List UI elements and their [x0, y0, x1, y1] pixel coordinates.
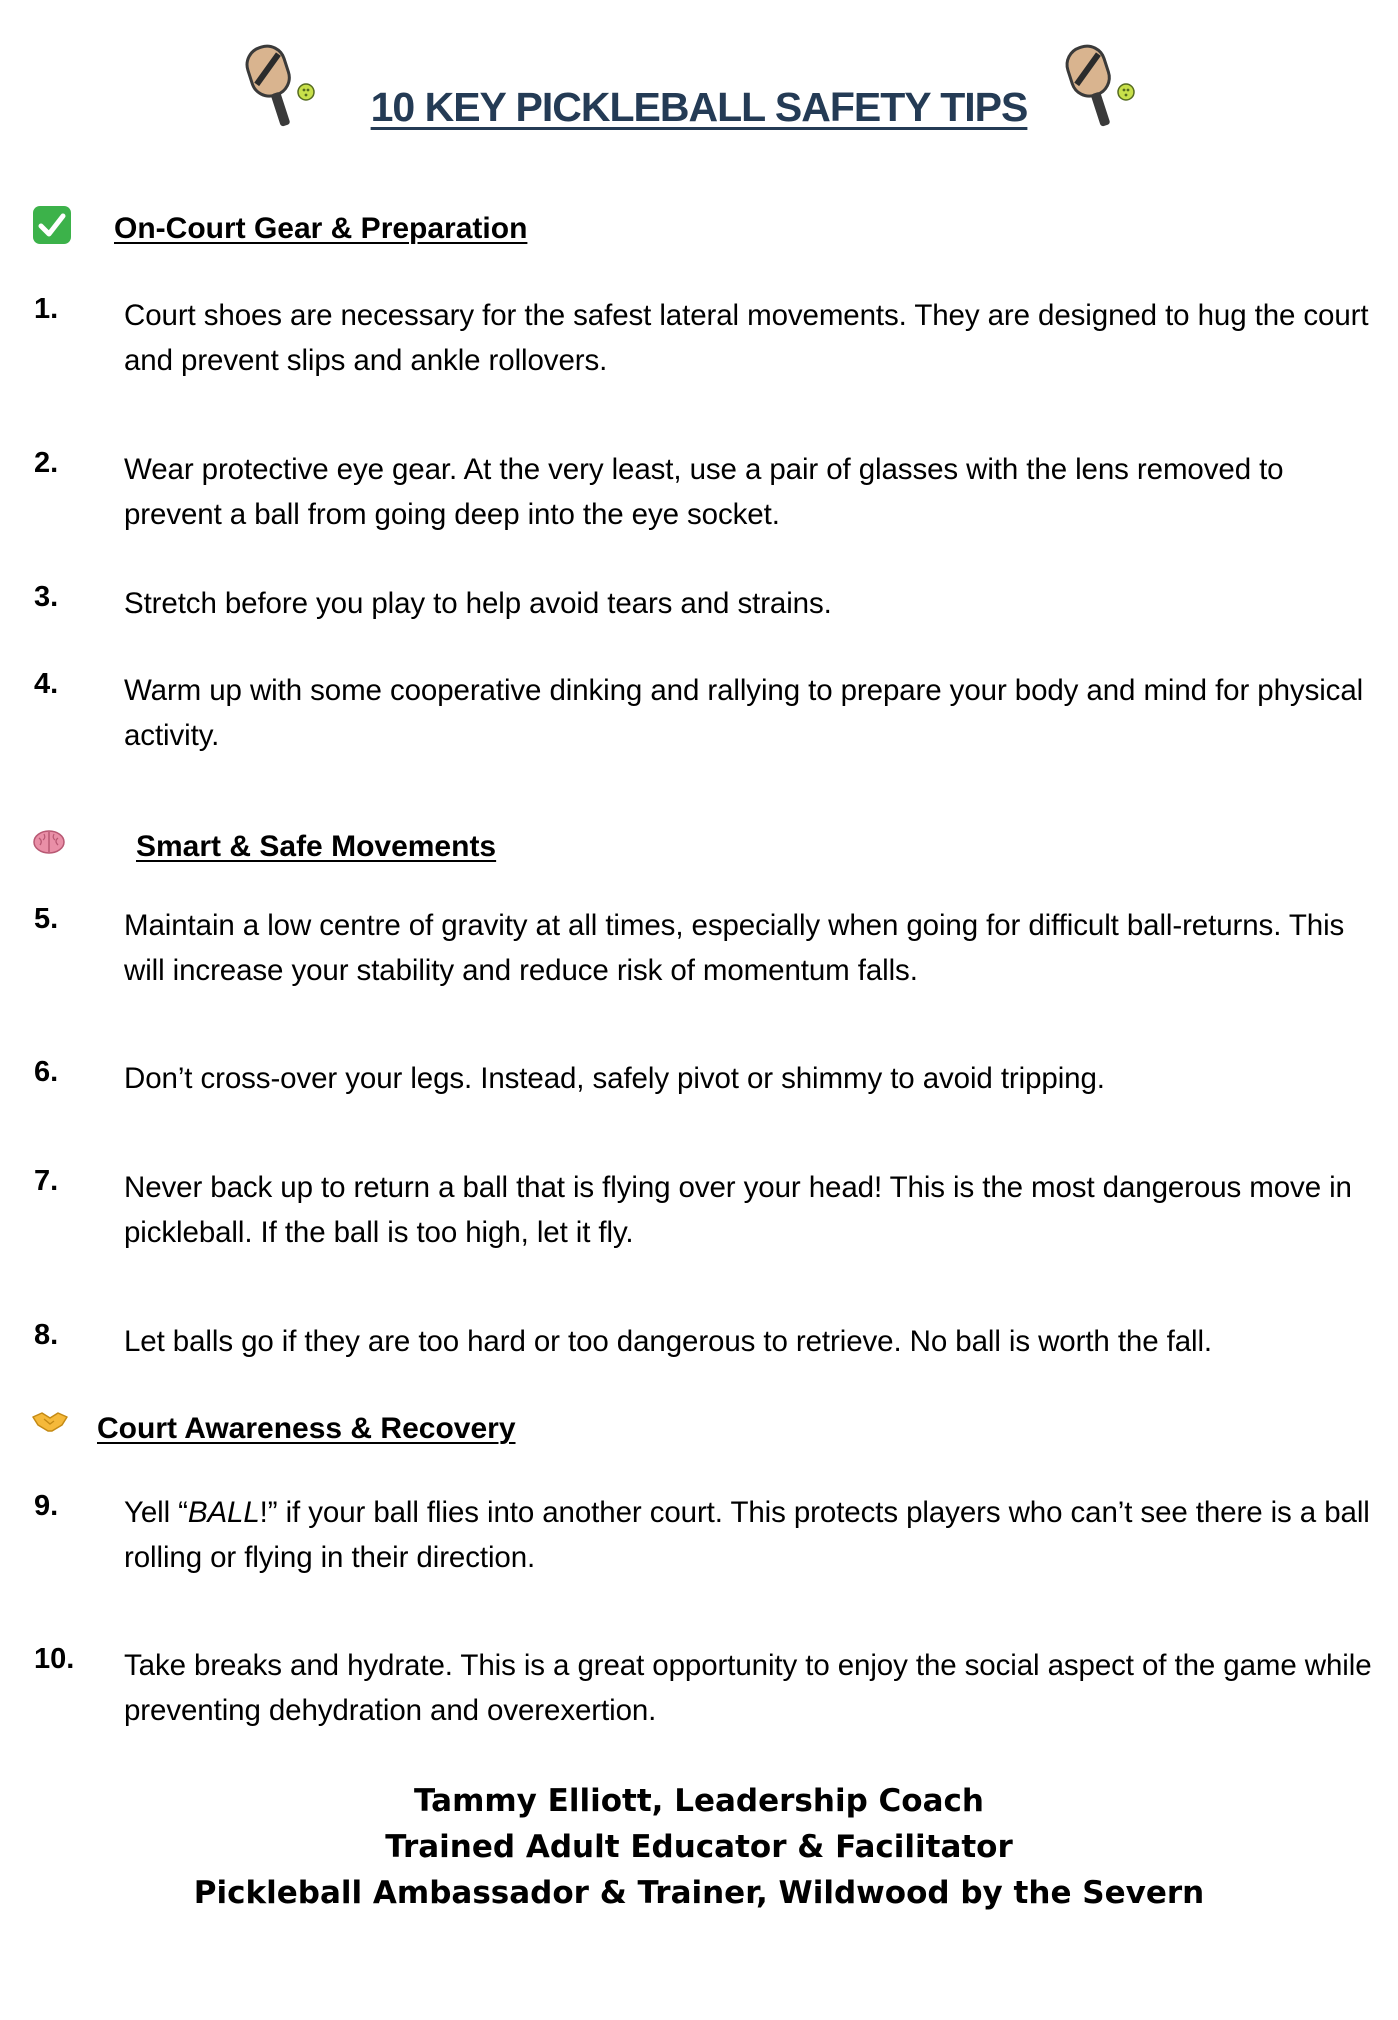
- check-mark-icon: [32, 205, 72, 250]
- list-item-number: 8.: [34, 1319, 59, 1351]
- page-title: 10 KEY PICKLEBALL SAFETY TIPS: [370, 84, 1028, 130]
- list-item-number: 10.: [34, 1643, 75, 1675]
- list-item-number: 7.: [34, 1165, 59, 1197]
- section-header-gear: [0, 200, 1398, 244]
- list-item-number: 2.: [34, 447, 59, 479]
- list-item-text: Take breaks and hydrate. This is a great opportunity to enjoy the social aspect of the game while preventing dehydration and overexertion.: [124, 1649, 1372, 1727]
- list-item-text: Court shoes are necessary for the safest lateral movements. They are designed to hug the court and prevent slips and ankle rollovers.: [124, 299, 1369, 377]
- list-item-number: 5.: [34, 903, 59, 935]
- author-signature-block: [0, 1778, 1398, 1916]
- list-item-text: Never back up to return a ball that is flying over your head! This is the most dangerous move in pickleball. If the ball is too high, let it fly.: [124, 1171, 1352, 1249]
- author-role: Pickleball Ambassador & Trainer, Wildwood by the Severn: [193, 1875, 1205, 1911]
- section-title: Court Awareness & Recovery: [97, 1412, 516, 1445]
- list-item-number: 9.: [34, 1490, 59, 1522]
- section-header-movements: [0, 824, 1398, 868]
- handshake-icon: [32, 1409, 68, 1440]
- list-item-text: Maintain a low centre of gravity at all times, especially when going for difficult ball-returns. This will increase your stability and reduce risk of momentum falls.: [124, 909, 1345, 987]
- list-item-number: 4.: [34, 668, 59, 700]
- section-title: Smart & Safe Movements: [136, 830, 497, 863]
- list-item-text: Stretch before you play to help avoid tears and strains.: [124, 587, 832, 620]
- brain-icon: [32, 828, 66, 863]
- section-header-awareness: [0, 1404, 1398, 1448]
- pickleball-paddle-icon: [1060, 40, 1140, 140]
- author-name: Tammy Elliott, Leadership Coach: [414, 1783, 984, 1819]
- list-item-number: 3.: [34, 581, 59, 613]
- section-title: On-Court Gear & Preparation: [114, 212, 528, 245]
- list-item-number: 1.: [34, 293, 59, 325]
- list-item-text: Wear protective eye gear. At the very least, use a pair of glasses with the lens removed to prevent a ball from going deep into the eye socket.: [124, 453, 1284, 531]
- list-item-text: Let balls go if they are too hard or too dangerous to retrieve. No ball is worth the fall.: [124, 1325, 1213, 1358]
- author-credential: Trained Adult Educator & Facilitator: [385, 1829, 1013, 1865]
- list-item-text: Warm up with some cooperative dinking and rallying to prepare your body and mind for physical activity.: [124, 674, 1364, 752]
- list-item-text: Yell “BALL!” if your ball flies into another court. This protects players who can’t see there is a ball rolling or flying in their direction.: [124, 1496, 1370, 1574]
- list-item-number: 6.: [34, 1056, 59, 1088]
- list-item-text: Don’t cross-over your legs. Instead, safely pivot or shimmy to avoid tripping.: [124, 1062, 1105, 1095]
